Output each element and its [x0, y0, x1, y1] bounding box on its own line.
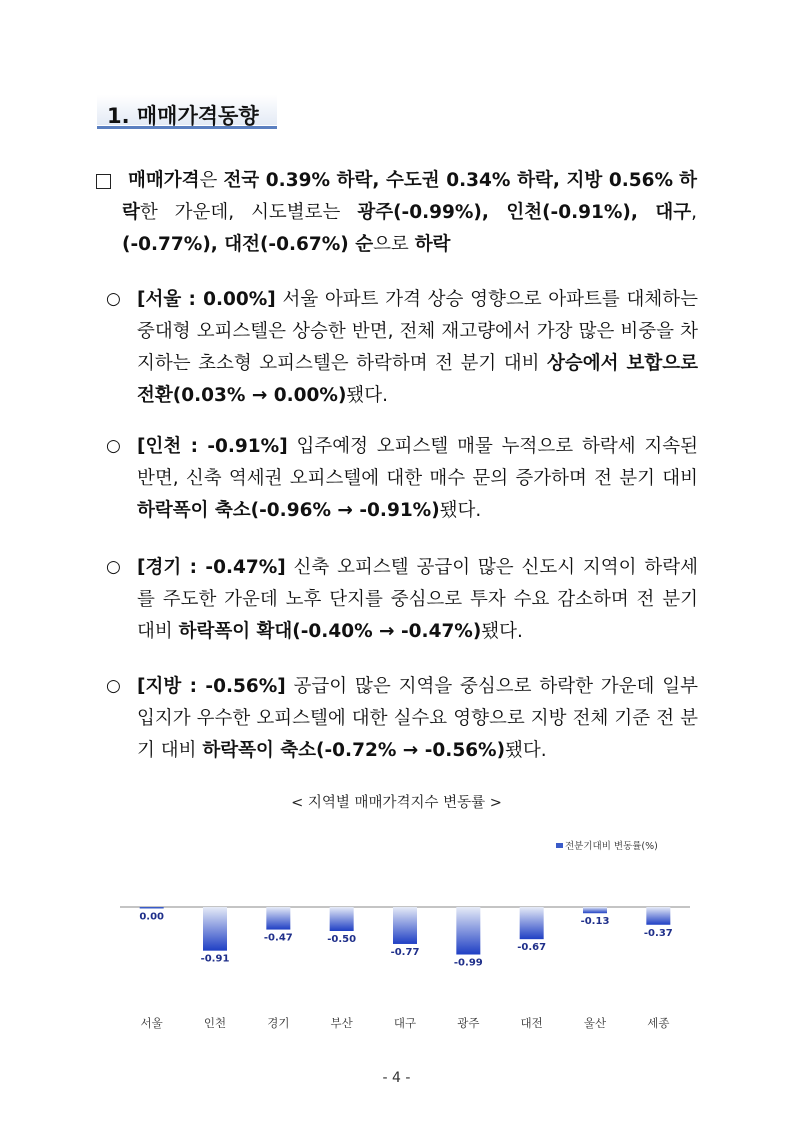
- data-label: -0.37: [643, 927, 673, 939]
- page-number: - 4 -: [382, 1070, 411, 1086]
- data-label: -0.99: [453, 957, 483, 969]
- summary-term: 매매가격: [128, 170, 200, 191]
- category-label: 광주: [457, 1016, 480, 1030]
- category-label: 서울: [140, 1016, 163, 1030]
- bar-울산: [583, 907, 607, 913]
- data-label: 0.00: [139, 911, 165, 923]
- bullet-icon: ○: [106, 436, 121, 456]
- data-label: -0.13: [580, 916, 610, 928]
- category-label: 대전: [520, 1016, 543, 1030]
- item-text: 신축 오피스텔 공급이 많은 신도시 지역이 하락세를 주도한 가운데 노후 단지를 중심으로 투자 수요 감소하며 전 분기 대비: [137, 557, 699, 642]
- data-label: -0.77: [390, 946, 420, 958]
- legend-swatch: [556, 843, 563, 848]
- bullet-icon: ○: [106, 676, 121, 696]
- summary-text: 은: [199, 170, 224, 191]
- summary-paragraph: 매매가격은 전국 0.39% 하락, 수도권 0.34% 하락, 지방 0.56% 하락한 가운데, 시도별로는 광주(-0.99%), 인천(-0.91%), 대구, (-0.77%), 대전(-0.67%) 순으로 하락: [122, 170, 697, 255]
- summary-decline: 하락: [122, 170, 697, 223]
- bullet-icon: ○: [106, 557, 121, 577]
- summary-text-2: 한 가운데, 시도별로는: [139, 202, 358, 223]
- category-label: 세종: [647, 1016, 670, 1030]
- bar-인천: [203, 907, 227, 951]
- data-label: -0.50: [327, 934, 357, 945]
- item-tail: 됐다.: [481, 621, 523, 642]
- summary-text-3: 으로: [373, 234, 415, 255]
- bar-세종: [646, 907, 670, 925]
- bar-서울: [140, 907, 164, 909]
- section-title-text: 1. 매매가격동향: [107, 104, 259, 128]
- item-head: [서울 : 0.00%]: [137, 289, 276, 310]
- item-tail: 됐다.: [505, 740, 547, 761]
- item-text: 서울 아파트 가격 상승 영향으로 아파트를 대체하는 중대형 오피스텔은 상승한 반면, 전체 재고량에서 가장 많은 비중을 차지하는 초소형 오피스텔은 하락하며 전 분기 대비: [137, 289, 698, 374]
- item-bold: 상승에서 보합으로 전환(0.03% → 0.00%): [137, 353, 698, 406]
- category-label: 대구: [393, 1016, 417, 1030]
- chart-caption: < 지역별 매매가격지수 변동률 >: [291, 795, 502, 811]
- bar-부산: [330, 907, 354, 931]
- item-tail: 됐다.: [346, 385, 389, 406]
- item-text: 공급이 많은 지역을 중심으로 하락한 가운데 일부 입지가 우수한 오피스텔에 대한 실수요 영향으로 지방 전체 기준 전 분기 대비: [137, 676, 699, 761]
- bar-대구: [393, 907, 417, 944]
- data-label: -0.67: [517, 942, 547, 954]
- category-label: 울산: [583, 1016, 607, 1030]
- summary-decline-2: 하락: [414, 234, 451, 255]
- item-head: [인천 : -0.91%]: [137, 436, 288, 457]
- item-tail: 됐다.: [439, 500, 482, 521]
- data-label: -0.47: [263, 932, 293, 944]
- category-label: 부산: [330, 1016, 353, 1030]
- category-label: 인천: [203, 1016, 227, 1030]
- bar-대전: [520, 907, 544, 939]
- bar-경기: [266, 907, 290, 930]
- legend-label: 전분기대비 변동률(%): [565, 841, 658, 852]
- item-bold: 하락폭이 확대(-0.40% → -0.47%): [178, 621, 482, 642]
- item-bold: 하락폭이 축소(-0.96% → -0.91%): [137, 500, 440, 521]
- item-bold: 하락폭이 축소(-0.72% → -0.56%): [202, 740, 506, 761]
- item-head: [경기 : -0.47%]: [137, 557, 286, 578]
- bar-광주: [456, 907, 480, 955]
- bullet-icon: ○: [106, 289, 121, 309]
- summary-national: 전국 0.39% 하락, 수도권 0.34% 하락, 지방 0.56%: [223, 170, 674, 191]
- summary-regions: 광주(-0.99%), 인천(-0.91%), 대구: [357, 202, 692, 223]
- category-label: 경기: [267, 1016, 290, 1030]
- item-text: 입주예정 오피스텔 매물 누적으로 하락세 지속된 반면, 신축 역세권 오피스텔에 대한 매수 문의 증가하며 전 분기 대비: [137, 436, 698, 489]
- item-head: [지방 : -0.56%]: [137, 676, 286, 697]
- summary-regions-2: (-0.77%), 대전(-0.67%) 순: [122, 234, 374, 255]
- data-label: -0.91: [200, 953, 230, 965]
